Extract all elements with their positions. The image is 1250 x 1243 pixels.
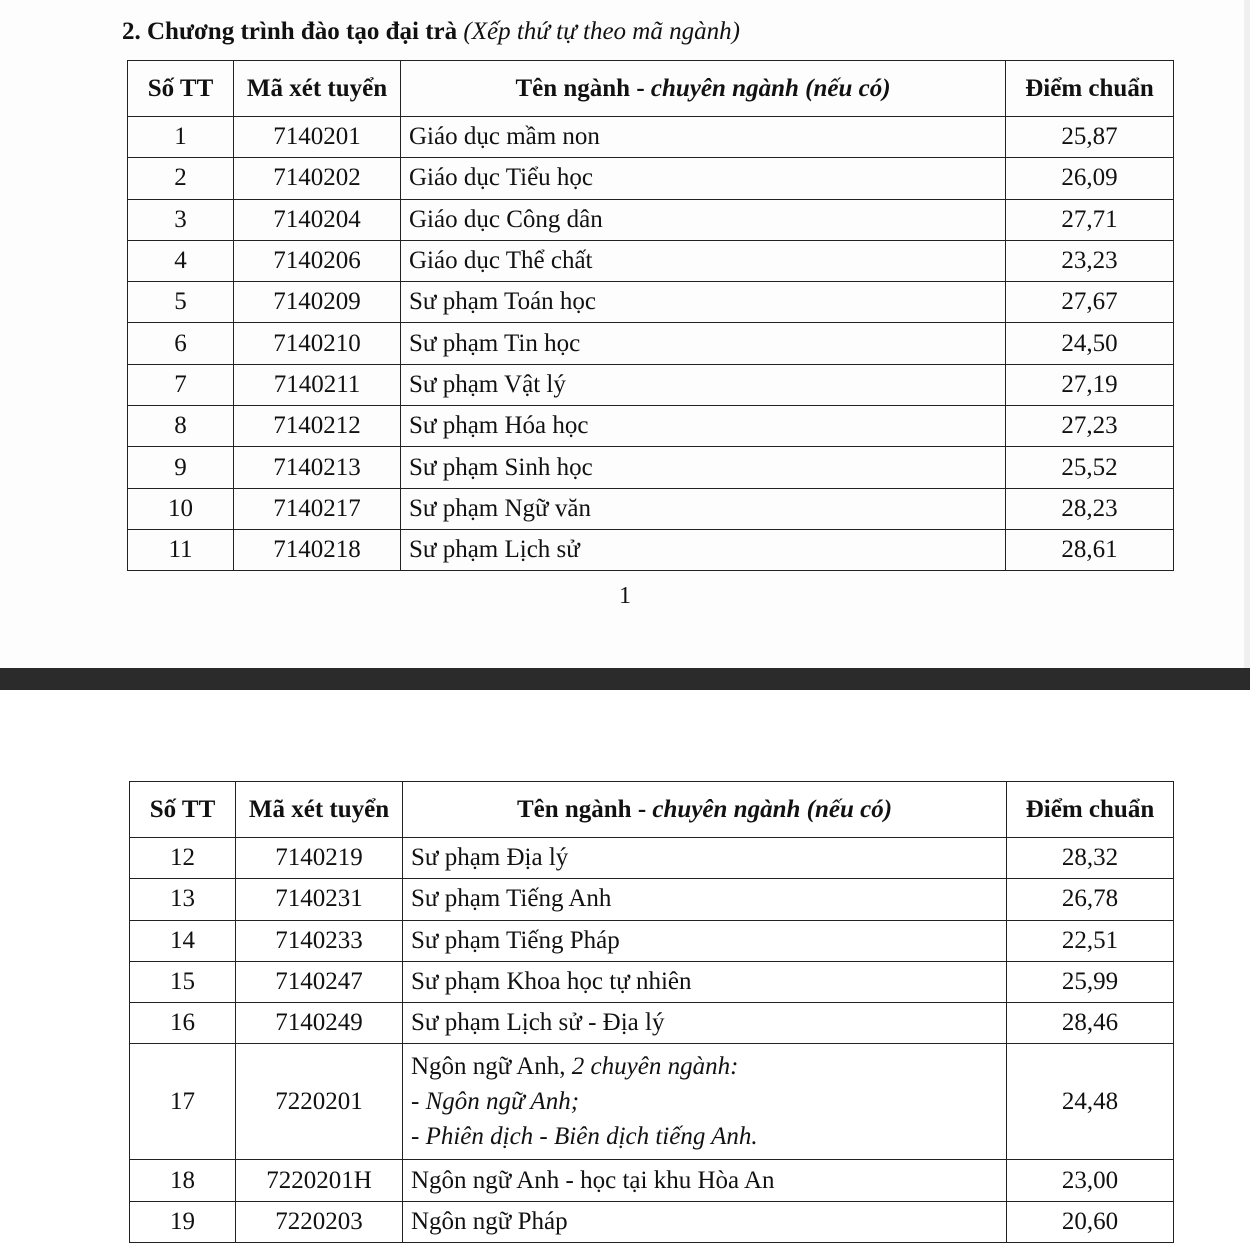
cell-name: Giáo dục Tiểu học bbox=[401, 158, 1006, 199]
cell-code: 7220203 bbox=[236, 1201, 403, 1242]
cell-score: 23,00 bbox=[1007, 1160, 1174, 1201]
cell-stt: 18 bbox=[130, 1160, 236, 1201]
cell-name: Sư phạm Hóa học bbox=[401, 406, 1006, 447]
cell-stt: 7 bbox=[128, 364, 234, 405]
cell-code: 7140209 bbox=[234, 282, 401, 323]
cell-name: Sư phạm Địa lý bbox=[403, 838, 1007, 879]
table-row bbox=[128, 158, 1174, 199]
cell-name: Giáo dục Thể chất bbox=[401, 240, 1006, 281]
cell-name: Sư phạm Khoa học tự nhiên bbox=[403, 961, 1007, 1002]
cell-score: 25,87 bbox=[1006, 117, 1174, 158]
cell-code: 7140247 bbox=[236, 961, 403, 1002]
cell-score: 27,23 bbox=[1006, 406, 1174, 447]
cell-code: 7140217 bbox=[234, 488, 401, 529]
header-code: Mã xét tuyển bbox=[236, 782, 403, 838]
cell-stt: 4 bbox=[128, 240, 234, 281]
table-row bbox=[128, 323, 1174, 364]
cell-stt: 8 bbox=[128, 406, 234, 447]
cell-name: Sư phạm Vật lý bbox=[401, 364, 1006, 405]
specialization-2: - Phiên dịch - Biên dịch tiếng Anh. bbox=[411, 1123, 758, 1151]
header-name bbox=[403, 782, 1007, 838]
header-score: Điểm chuẩn bbox=[1007, 782, 1174, 838]
cell-code: 7140206 bbox=[234, 240, 401, 281]
cell-score: 28,23 bbox=[1006, 488, 1174, 529]
cell-stt: 17 bbox=[130, 1044, 236, 1160]
cell-name: Ngôn ngữ Anh - học tại khu Hòa An bbox=[403, 1160, 1007, 1201]
cell-name: Sư phạm Ngữ văn bbox=[401, 488, 1006, 529]
table-row bbox=[130, 1003, 1174, 1044]
cell-code: 7140219 bbox=[236, 838, 403, 879]
specialization-1: - Ngôn ngữ Anh; bbox=[411, 1088, 580, 1116]
table-header-row bbox=[128, 61, 1174, 117]
table-row bbox=[128, 488, 1174, 529]
cell-code: 7140218 bbox=[234, 529, 401, 570]
table-row bbox=[128, 364, 1174, 405]
header-code: Mã xét tuyển bbox=[234, 61, 401, 117]
cell-score: 22,51 bbox=[1007, 920, 1174, 961]
admission-table-page-2 bbox=[129, 781, 1174, 1243]
cell-stt: 16 bbox=[130, 1003, 236, 1044]
cell-name: Ngôn ngữ Pháp bbox=[403, 1201, 1007, 1242]
cell-stt: 11 bbox=[128, 529, 234, 570]
cell-stt: 10 bbox=[128, 488, 234, 529]
header-score: Điểm chuẩn bbox=[1006, 61, 1174, 117]
cell-score: 20,60 bbox=[1007, 1201, 1174, 1242]
header-stt: Số TT bbox=[128, 61, 234, 117]
cell-code: 7140231 bbox=[236, 879, 403, 920]
cell-code: 7220201 bbox=[236, 1044, 403, 1160]
header-name-main: Tên ngành - bbox=[515, 74, 651, 102]
cell-score: 27,19 bbox=[1006, 364, 1174, 405]
header-name-main: Tên ngành - bbox=[516, 795, 653, 823]
cell-name bbox=[403, 1044, 1007, 1160]
cell-stt: 15 bbox=[130, 961, 236, 1002]
cell-code: 7140211 bbox=[234, 364, 401, 405]
page-separator bbox=[0, 668, 1250, 690]
cell-stt: 13 bbox=[130, 879, 236, 920]
cell-stt: 5 bbox=[128, 282, 234, 323]
name-italic: 2 chuyên ngành: bbox=[571, 1053, 739, 1081]
cell-stt: 14 bbox=[130, 920, 236, 961]
section-number: 2. bbox=[122, 18, 141, 45]
header-name-italic: chuyên ngành (nếu có) bbox=[652, 795, 893, 823]
cell-score: 23,23 bbox=[1006, 240, 1174, 281]
cell-score: 26,09 bbox=[1006, 158, 1174, 199]
page-edge bbox=[1244, 0, 1250, 668]
cell-score: 28,32 bbox=[1007, 838, 1174, 879]
cell-name: Giáo dục mầm non bbox=[401, 117, 1006, 158]
cell-name: Sư phạm Lịch sử - Địa lý bbox=[403, 1003, 1007, 1044]
cell-score: 25,52 bbox=[1006, 447, 1174, 488]
cell-name: Sư phạm Lịch sử bbox=[401, 529, 1006, 570]
cell-code: 7140201 bbox=[234, 117, 401, 158]
table-row bbox=[128, 282, 1174, 323]
table-row bbox=[130, 1201, 1174, 1242]
cell-score: 24,48 bbox=[1007, 1044, 1174, 1160]
section-subtitle: (Xếp thứ tự theo mã ngành) bbox=[463, 18, 740, 45]
section-heading bbox=[122, 18, 740, 46]
header-name-italic: chuyên ngành (nếu có) bbox=[650, 74, 891, 102]
table-row bbox=[130, 920, 1174, 961]
cell-score: 28,46 bbox=[1007, 1003, 1174, 1044]
cell-stt: 9 bbox=[128, 447, 234, 488]
table-row bbox=[128, 117, 1174, 158]
table-row bbox=[130, 961, 1174, 1002]
table-row bbox=[128, 199, 1174, 240]
cell-code: 7140202 bbox=[234, 158, 401, 199]
cell-name: Sư phạm Tiếng Pháp bbox=[403, 920, 1007, 961]
cell-score: 27,67 bbox=[1006, 282, 1174, 323]
cell-stt: 1 bbox=[128, 117, 234, 158]
cell-score: 25,99 bbox=[1007, 961, 1174, 1002]
table-row bbox=[128, 447, 1174, 488]
cell-score: 24,50 bbox=[1006, 323, 1174, 364]
cell-code: 7140210 bbox=[234, 323, 401, 364]
cell-score: 28,61 bbox=[1006, 529, 1174, 570]
cell-code: 7140249 bbox=[236, 1003, 403, 1044]
table-row bbox=[128, 406, 1174, 447]
table-row bbox=[130, 1044, 1174, 1160]
cell-code: 7140233 bbox=[236, 920, 403, 961]
cell-code: 7140212 bbox=[234, 406, 401, 447]
cell-name: Sư phạm Tin học bbox=[401, 323, 1006, 364]
table-row bbox=[128, 529, 1174, 570]
cell-score: 26,78 bbox=[1007, 879, 1174, 920]
table-row bbox=[128, 240, 1174, 281]
cell-name: Sư phạm Sinh học bbox=[401, 447, 1006, 488]
cell-name: Giáo dục Công dân bbox=[401, 199, 1006, 240]
section-title: Chương trình đào tạo đại trà bbox=[147, 18, 458, 45]
cell-stt: 2 bbox=[128, 158, 234, 199]
cell-stt: 12 bbox=[130, 838, 236, 879]
cell-stt: 3 bbox=[128, 199, 234, 240]
cell-code: 7140213 bbox=[234, 447, 401, 488]
name-line-1 bbox=[411, 1049, 998, 1084]
cell-code: 7220201H bbox=[236, 1160, 403, 1201]
cell-score: 27,71 bbox=[1006, 199, 1174, 240]
cell-name: Sư phạm Toán học bbox=[401, 282, 1006, 323]
cell-stt: 19 bbox=[130, 1201, 236, 1242]
admission-table-page-1 bbox=[127, 60, 1174, 571]
page-number: 1 bbox=[619, 583, 631, 609]
cell-code: 7140204 bbox=[234, 199, 401, 240]
table-row bbox=[130, 1160, 1174, 1201]
cell-name: Sư phạm Tiếng Anh bbox=[403, 879, 1007, 920]
header-name bbox=[401, 61, 1006, 117]
cell-stt: 6 bbox=[128, 323, 234, 364]
header-stt: Số TT bbox=[130, 782, 236, 838]
table-row bbox=[130, 838, 1174, 879]
name-main: Ngôn ngữ Anh, bbox=[411, 1053, 572, 1081]
table-row bbox=[130, 879, 1174, 920]
table-header-row bbox=[130, 782, 1174, 838]
